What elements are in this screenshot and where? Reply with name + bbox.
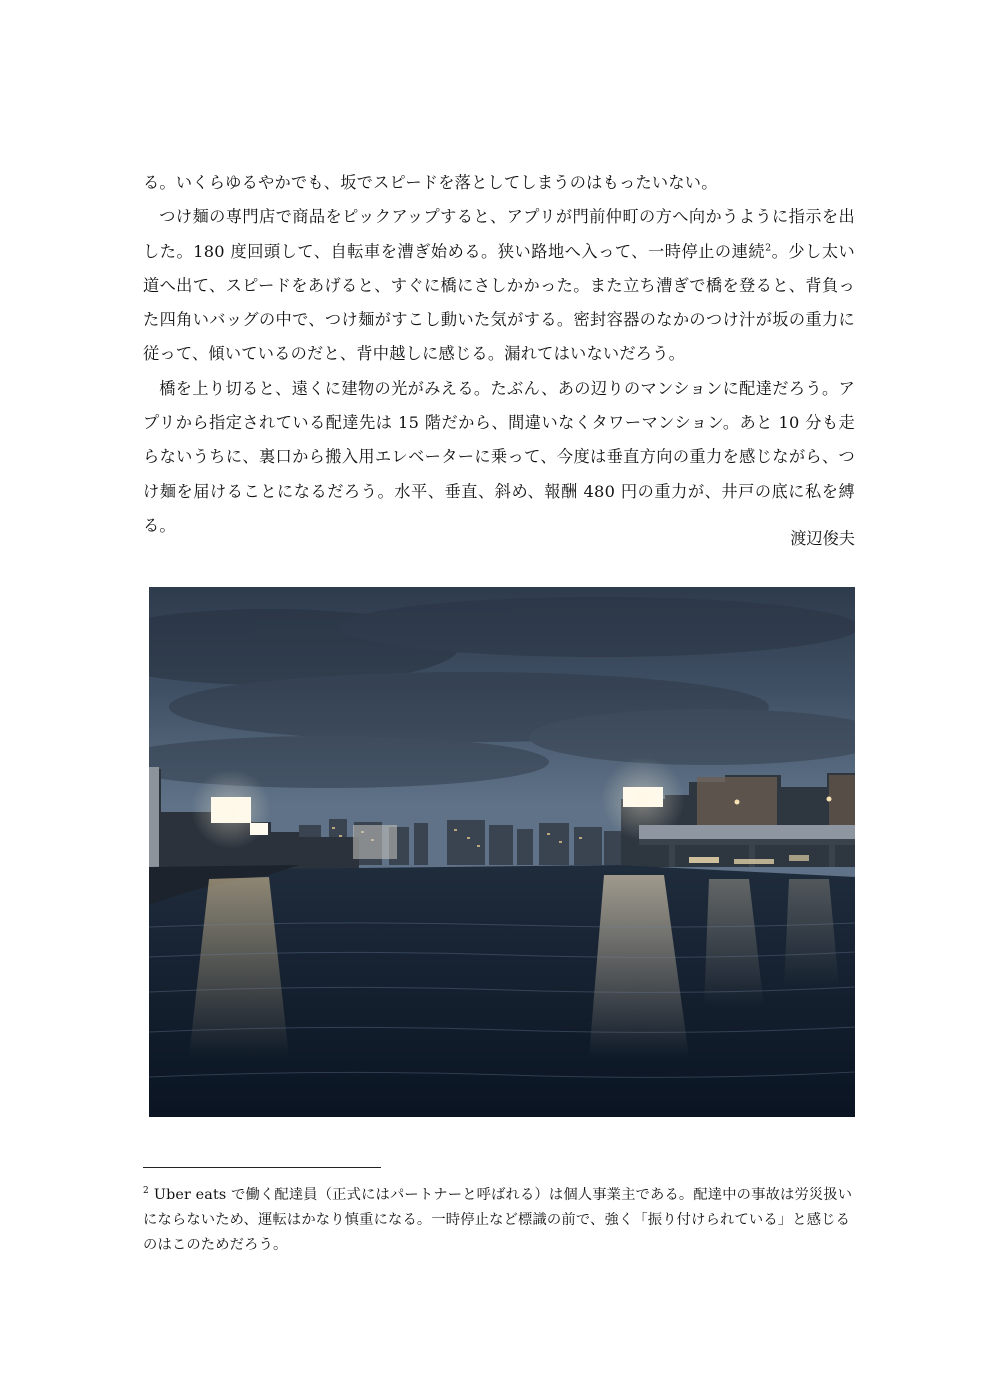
footnote-separator [143,1167,381,1168]
paragraph-1: る。いくらゆるやかでも、坂でスピードを落としてしまうのはもったいない。 [143,173,718,192]
footnote-ref[interactable]: 2 [765,242,772,254]
author-signature: 渡辺俊夫 [790,529,855,548]
footnote [143,1183,855,1258]
paragraph-2-part-b: 。少し太い道へ出て、スピードをあげると、すぐに橋にさしかかった。また立ち漕ぎで橋を登ると、背負った四角いバッグの中で、つけ麺がすこし動いた気がする。密封容器のなかのつけ汁が坂の重力に従って、傾いているのだと、背中越しに感じる。漏れてはいないだろう。 [143,241,855,364]
left-tower [149,767,159,867]
body-text [143,166,855,543]
paragraph-3: 橋を上り切ると、遠くに建物の光がみえる。たぶん、あの辺りのマンションに配達だろう。アプリから指定されている配達先は 15 階だから、間違いなくタワーマンション。あと 10 分も走らないうちに、裏口から搬入用エレベーターに乗って、今度は垂直方向の重力を感じながら、つけ麺を届けることになるだろう。水平、垂直、斜め、報酬 480 円の重力が、井戸の底に私を縛る。 [143,378,855,535]
footnote-mark: 2 [143,1186,149,1197]
left-billboards [191,769,271,849]
paragraph-2-part-a: つけ麺の専門店で商品をピックアップすると、アプリが門前仲町の方へ向かうように指示を出した。180 度回頭して、自転車を漕ぎ始める。狭い路地へ入って、一時停止の連続 [143,207,855,261]
paragraph-2 [143,200,855,371]
river-night-photo [149,587,855,1117]
footnote-text: Uber eats で働く配達員（正式にはパートナーと呼ばれる）は個人事業主である。配達中の事故は労災扱いにならないため、運転はかなり慎重になる。一時停止など標識の前で、強く「振り付けられている」と感じるのはこのためだろう。 [143,1187,853,1253]
